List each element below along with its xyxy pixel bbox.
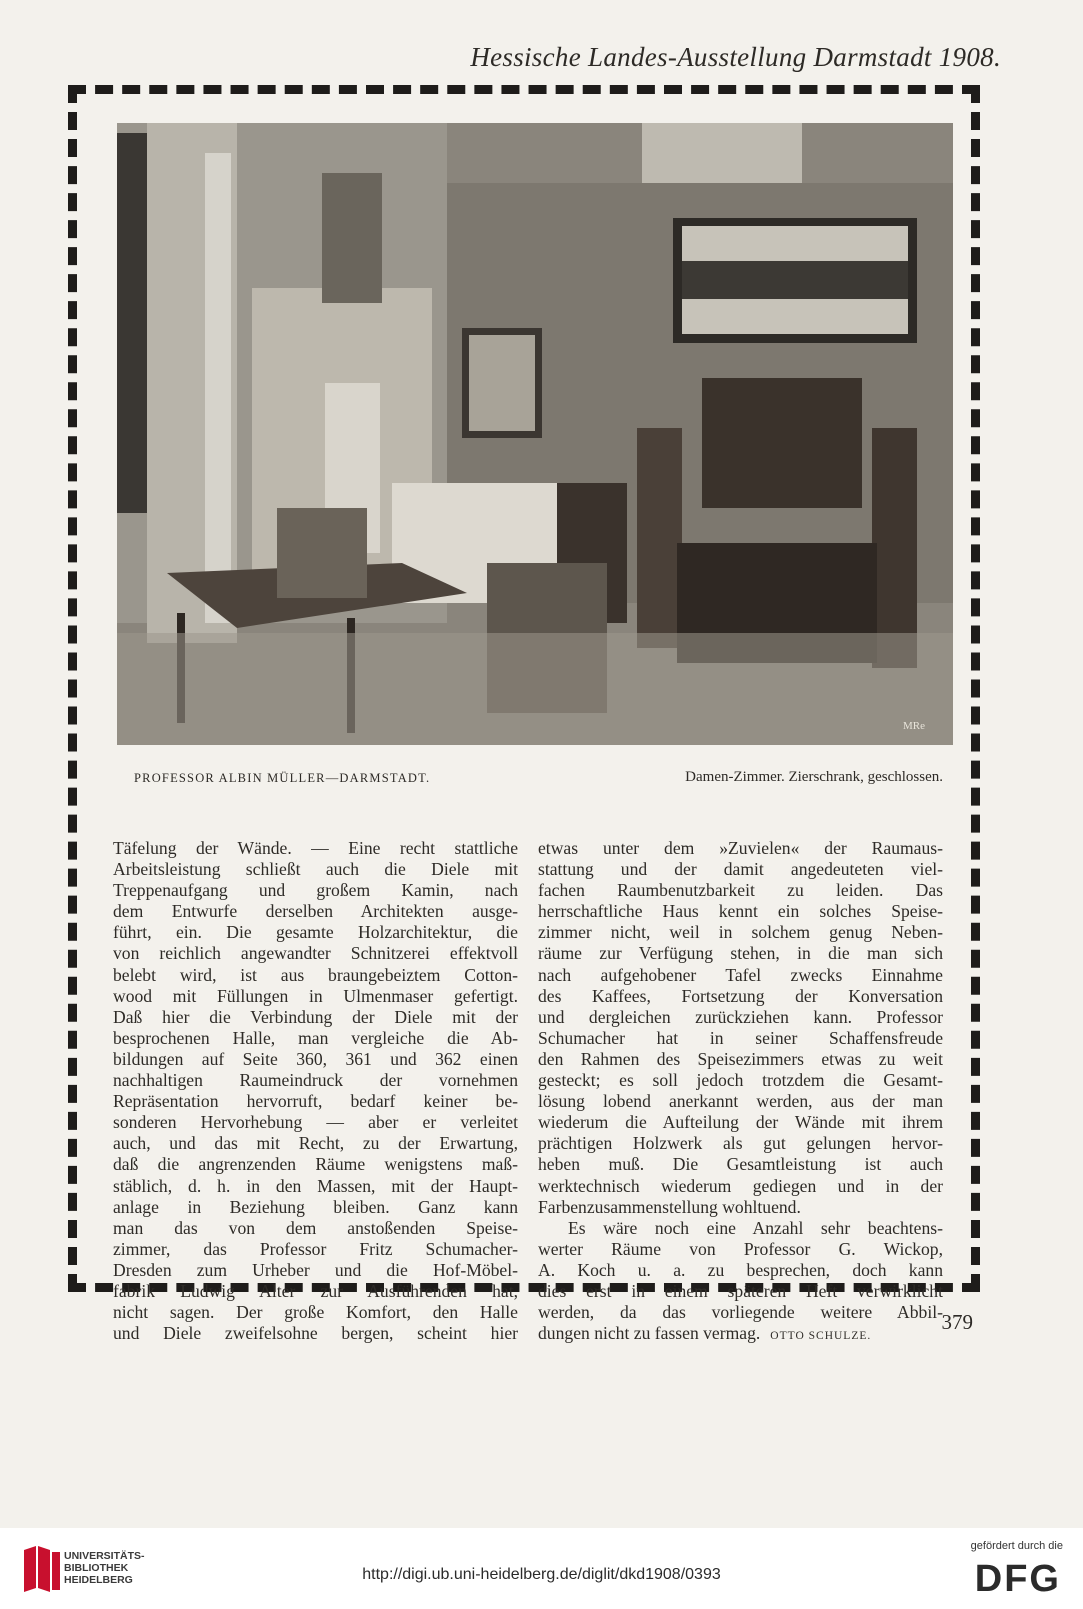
text-line: Repräsentation hervorruft, bedarf keiner be- (113, 1091, 518, 1112)
text-line: dem Entwurfe derselben Architekten ausge- (113, 901, 518, 922)
library-name-line: BIBLIOTHEK (64, 1562, 129, 1574)
text-line: prächtigen Holzwerk als gut gelungen hervor- (538, 1133, 943, 1154)
text-line: daß die angrenzenden Räume wenigstens maß- (113, 1154, 518, 1175)
text-line: heben muß. Die Gesamtleistung ist auch (538, 1154, 943, 1175)
text-line: fabrik Ludwig Alter zur Ausführenden hat, (113, 1280, 518, 1301)
text-line: werktechnisch wiederum gediegen und in der (538, 1175, 943, 1196)
room-photograph (117, 123, 953, 745)
text-line: räume zur Verfügung stehen, in die man sich (538, 943, 943, 964)
text-line: nach aufgehobener Tafel zwecks Einnahme (538, 964, 943, 985)
text-line: werden, da das vorliegende weitere Abbil- (538, 1302, 943, 1323)
text-line: A. Koch u. a. zu besprechen, doch kann (538, 1259, 943, 1280)
text-line: sonderen Hervorhebung — aber er verleitet (113, 1112, 518, 1133)
text-line: lösung lobend anerkannt werden, aus der man (538, 1091, 943, 1112)
caption-title: Damen-Zimmer. Zierschrank, geschlossen. (685, 769, 943, 785)
text-line: und Diele zweifelsohne bergen, scheint hier (113, 1323, 518, 1344)
text-line: Es wäre noch eine Anzahl sehr beachtens- (568, 1217, 943, 1238)
text-line: von reichlich angewandter Schnitzerei effektvoll (113, 943, 518, 964)
text-line: besprochenen Halle, man vergleiche die Ab- (113, 1027, 518, 1048)
text-line: etwas unter dem »Zuvielen« der Raumaus- (538, 838, 943, 858)
text-line: Täfelung der Wände. — Eine recht stattliche (113, 838, 518, 858)
text-line: Farbenzusammenstellung wohltuend. (538, 1196, 801, 1217)
text-line: auch, und das mit Recht, zu der Erwartung, (113, 1133, 518, 1154)
text-line: führt, ein. Die gesamte Holzarchitektur, die (113, 922, 518, 943)
text-line: wiederum die Aufteilung der Wände mit ihrem (538, 1112, 943, 1133)
text-line: den Rahmen des Speisezimmers etwas zu weit (538, 1048, 943, 1069)
text-line: des Kaffees, Fortsetzung der Konversation (538, 985, 943, 1006)
text-line: herrschaftliche Haus kennt ein solches Speise- (538, 901, 943, 922)
text-line: Daß hier die Verbindung der Diele mit der (113, 1006, 518, 1027)
text-line: belebt wird, ist aus braungebeiztem Cotton- (113, 964, 518, 985)
digitization-footer (0, 1528, 1083, 1609)
text-line: fachen Raumbenutzbarkeit zu leiden. Das (538, 880, 943, 901)
text-line: wood mit Füllungen in Ulmenmaser gefertigt. (113, 985, 518, 1006)
text-line: werter Räume von Professor G. Wickop, (538, 1238, 943, 1259)
text-line: Arbeitsleistung schließt auch die Diele mit (113, 859, 518, 880)
text-column-right (538, 838, 943, 1344)
text-line: anlage in Beziehung bleiben. Ganz kann (113, 1196, 518, 1217)
text-line: Schumacher hat in seiner Schaffensfreude (538, 1027, 943, 1048)
text-line: stäblich, d. h. in den Massen, mit der Haupt- (113, 1175, 518, 1196)
text-line: stattung und der damit angedeuteten viel- (538, 859, 943, 880)
photo-signature: MRe (903, 720, 925, 732)
permalink-url[interactable]: http://digi.ub.uni-heidelberg.de/diglit/dkd1908/0393 (362, 1566, 721, 1583)
text-line: und dergleichen zurückziehen kann. Professor (538, 1006, 943, 1027)
photo-illustration (117, 123, 953, 745)
text-line: dungen nicht zu fassen vermag. (538, 1323, 761, 1344)
library-name-line: UNIVERSITÄTS- (64, 1550, 145, 1562)
text-line: gesteckt; es soll jedoch trotzdem die Gesamt- (538, 1070, 943, 1091)
text-line: dies erst in einem späteren Heft verwirklicht (538, 1280, 943, 1301)
page-number: 379 (941, 1310, 973, 1334)
text-line: nachhaltigen Raumeindruck der vornehmen (113, 1070, 518, 1091)
text-column-left (113, 838, 518, 1344)
text-line: zimmer nicht, weil in solchem genug Neben- (538, 922, 943, 943)
library-name-line: HEIDELBERG (64, 1574, 133, 1586)
running-head: Hessische Landes-Ausstellung Darmstadt 1908. (470, 42, 1001, 72)
dfg-logo: DFG (974, 1558, 1061, 1600)
funding-note: gefördert durch die (970, 1540, 1063, 1552)
author-signature: OTTO SCHULZE. (770, 1330, 872, 1343)
text-line-last (538, 1323, 943, 1344)
text-line: zimmer, das Professor Fritz Schumacher- (113, 1238, 518, 1259)
text-line: Dresden zum Urheber und die Hof-Möbel- (113, 1259, 518, 1280)
text-line: bildungen auf Seite 360, 361 und 362 einen (113, 1048, 518, 1069)
text-line: man das von dem anstoßenden Speise- (113, 1217, 518, 1238)
text-line: nicht sagen. Der große Komfort, den Halle (113, 1302, 518, 1323)
caption-credit: PROFESSOR ALBIN MÜLLER—DARMSTADT. (134, 771, 431, 785)
text-line: Treppenaufgang und großem Kamin, nach (113, 880, 518, 901)
